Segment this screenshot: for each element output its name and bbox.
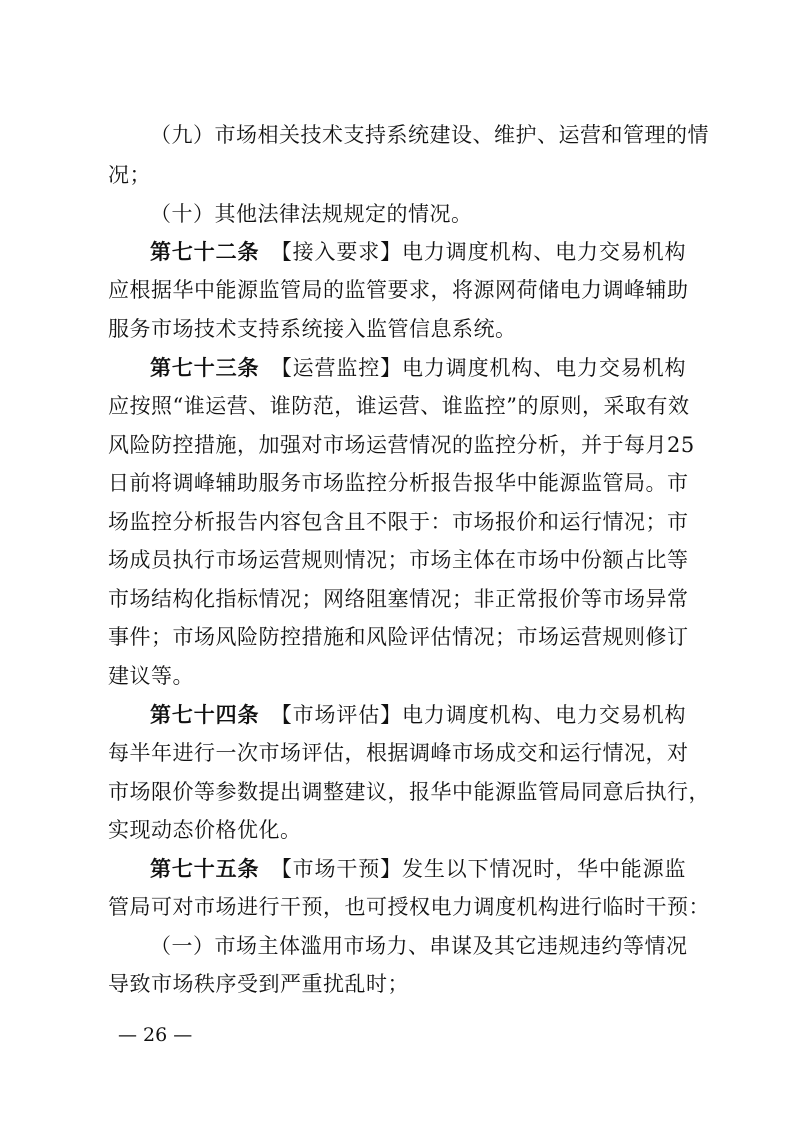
body-line: 导致市场秩序受到严重扰乱时； [108, 972, 409, 996]
body-line: 每半年进行一次市场评估，根据调峰市场成交和运行情况，对 [108, 741, 689, 765]
body-line: 建议等。 [108, 664, 194, 688]
body-line: 应按照“谁运营、谁防范，谁运营、谁监控”的原则，采取有效 [108, 394, 690, 418]
body-line: （十）其他法律法规规定的情况。 [150, 202, 473, 226]
body-line: 风险防控措施，加强对市场运营情况的监控分析，并于每月25 [108, 433, 695, 457]
body-line: 市场限价等参数提出调整建议，报华中能源监管局同意后执行， [108, 780, 710, 804]
body-line: 管局可对市场进行干预，也可授权电力调度机构进行临时干预： [108, 895, 710, 919]
body-line: 况； [108, 163, 151, 187]
body-line: 日前将调峰辅助服务市场监控分析报告报华中能源监管局。市 [108, 471, 689, 495]
body-line: 服务市场技术支持系统接入监管信息系统。 [108, 317, 517, 341]
article-heading-line: 第七十三条 【运营监控】电力调度机构、电力交易机构 [150, 355, 686, 380]
body-line: （一）市场主体滥用市场力、串谋及其它违规违约等情况 [150, 934, 688, 958]
body-line: 实现动态价格优化。 [108, 818, 302, 842]
body-line: （九）市场相关技术支持系统建设、维护、运营和管理的情 [150, 123, 709, 147]
body-line: 场成员执行市场运营规则情况；市场主体在市场中份额占比等 [108, 548, 689, 572]
article-heading-line: 第七十四条 【市场评估】电力调度机构、电力交易机构 [150, 702, 686, 727]
article-number: 第七十二条 [150, 239, 260, 264]
article-number: 第七十四条 [150, 702, 260, 727]
article-number: 第七十三条 [150, 355, 260, 380]
article-number: 第七十五条 [150, 856, 260, 881]
page-number: — 26 — [118, 1024, 193, 1046]
article-heading-line: 第七十二条 【接入要求】电力调度机构、电力交易机构 [150, 239, 686, 264]
body-line: 场监控分析报告内容包含且不限于：市场报价和运行情况；市 [108, 510, 689, 534]
article-heading-line: 第七十五条 【市场干预】发生以下情况时，华中能源监 [150, 856, 686, 881]
body-line: 事件；市场风险防控措施和风险评估情况；市场运营规则修订 [108, 625, 689, 649]
body-line: 市场结构化指标情况；网络阻塞情况；非正常报价等市场异常 [108, 587, 689, 611]
body-line: 应根据华中能源监管局的监管要求，将源网荷储电力调峰辅助 [108, 278, 689, 302]
